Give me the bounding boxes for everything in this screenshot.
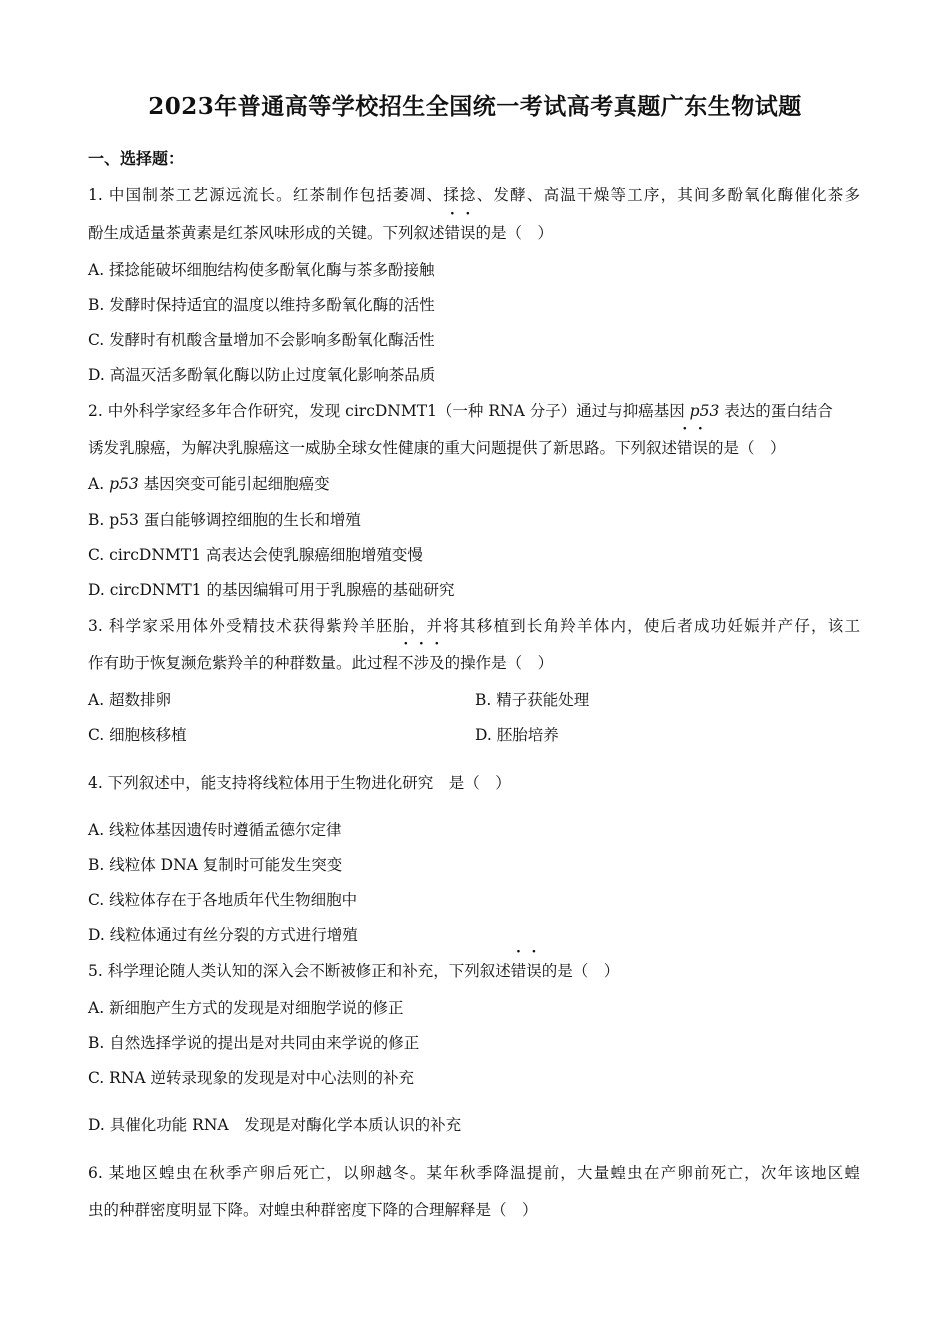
q5-option-c: C. RNA 逆转录现象的发现是对中心法则的补充: [88, 1069, 415, 1087]
q4-stem: 4. 下列叙述中，能支持将线粒体用于生物进化研究 是（ ）: [88, 774, 511, 792]
q4-option-a: A. 线粒体基因遗传时遵循孟德尔定律: [88, 821, 342, 839]
q5-option-b: B. 自然选择学说的提出是对共同由来学说的修正: [88, 1034, 420, 1052]
q4-option-c: C. 线粒体存在于各地质年代生物细胞中: [88, 891, 358, 909]
q1-option-c: C. 发酵时有机酸含量增加不会影响多酚氧化酶活性: [88, 331, 435, 349]
q3-stem-line2: 作有助于恢复濒危紫羚羊的种群数量。此过程不涉及的操作是（ ）: [88, 654, 554, 672]
section-heading: 一、选择题：: [88, 149, 185, 168]
q5-stem: 5. 科学理论随人类认知的深入会不断被修正和补充，下列叙述错误的是（ ）: [88, 962, 620, 980]
q1-stem-line1: 1. 中国制茶工艺源远流长。红茶制作包括萎凋、揉捻、发酵、高温干燥等工序，其间多酚氧化酶催化茶多: [88, 186, 860, 204]
q4-option-b: B. 线粒体 DNA 复制时可能发生突变: [88, 856, 343, 874]
q6-stem-line1: 6. 某地区蝗虫在秋季产卵后死亡，以卵越冬。某年秋季降温提前，大量蝗虫在产卵前死亡，次年该地区蝗: [88, 1164, 860, 1182]
q2-stem-line2: 诱发乳腺癌，为解决乳腺癌这一威胁全球女性健康的重大问题提供了新思路。下列叙述错误的是（ ）: [88, 439, 786, 457]
q1-option-a: A. 揉捻能破坏细胞结构使多酚氧化酶与茶多酚接触: [88, 261, 435, 279]
q3-option-a: A. 超数排卵: [88, 691, 172, 709]
q1-stem-line2: 酚生成适量茶黄素是红茶风味形成的关键。下列叙述错误的是（ ）: [88, 224, 554, 242]
q2-option-a: A. p53 基因突变可能引起细胞癌变: [88, 475, 330, 493]
q1-option-b: B. 发酵时保持适宜的温度以维持多酚氧化酶的活性: [88, 296, 435, 314]
q4-option-d: D. 线粒体通过有丝分裂的方式进行增殖: [88, 926, 358, 944]
q5-option-d: D. 具催化功能 RNA 发现是对酶化学本质认识的补充: [88, 1116, 462, 1134]
q1-option-d: D. 高温灭活多酚氧化酶以防止过度氧化影响茶品质: [88, 366, 436, 384]
q2-option-c: C. circDNMT1 高表达会使乳腺癌细胞增殖变慢: [88, 546, 423, 564]
q5-option-a: A. 新细胞产生方式的发现是对细胞学说的修正: [88, 999, 404, 1017]
page-title: 2023年普通高等学校招生全国统一考试高考真题广东生物试题: [148, 93, 802, 120]
q2-stem-line1: 2. 中外科学家经多年合作研究，发现 circDNMT1（一种 RNA 分子）通过与抑癌基因 p53 表达的蛋白结合: [88, 402, 833, 420]
q3-option-b: B. 精子获能处理: [475, 691, 590, 709]
q3-stem-line1: 3. 科学家采用体外受精技术获得紫羚羊胚胎，并将其移植到长角羚羊体内，使后者成功妊娠并产仔，该工: [88, 617, 860, 635]
q2-option-b: B. p53 蛋白能够调控细胞的生长和增殖: [88, 511, 361, 529]
q3-option-c: C. 细胞核移植: [88, 726, 187, 744]
q2-option-d: D. circDNMT1 的基因编辑可用于乳腺癌的基础研究: [88, 581, 455, 599]
q3-option-d: D. 胚胎培养: [475, 726, 559, 744]
q6-stem-line2: 虫的种群密度明显下降。对蝗虫种群密度下降的合理解释是（ ）: [88, 1201, 538, 1219]
